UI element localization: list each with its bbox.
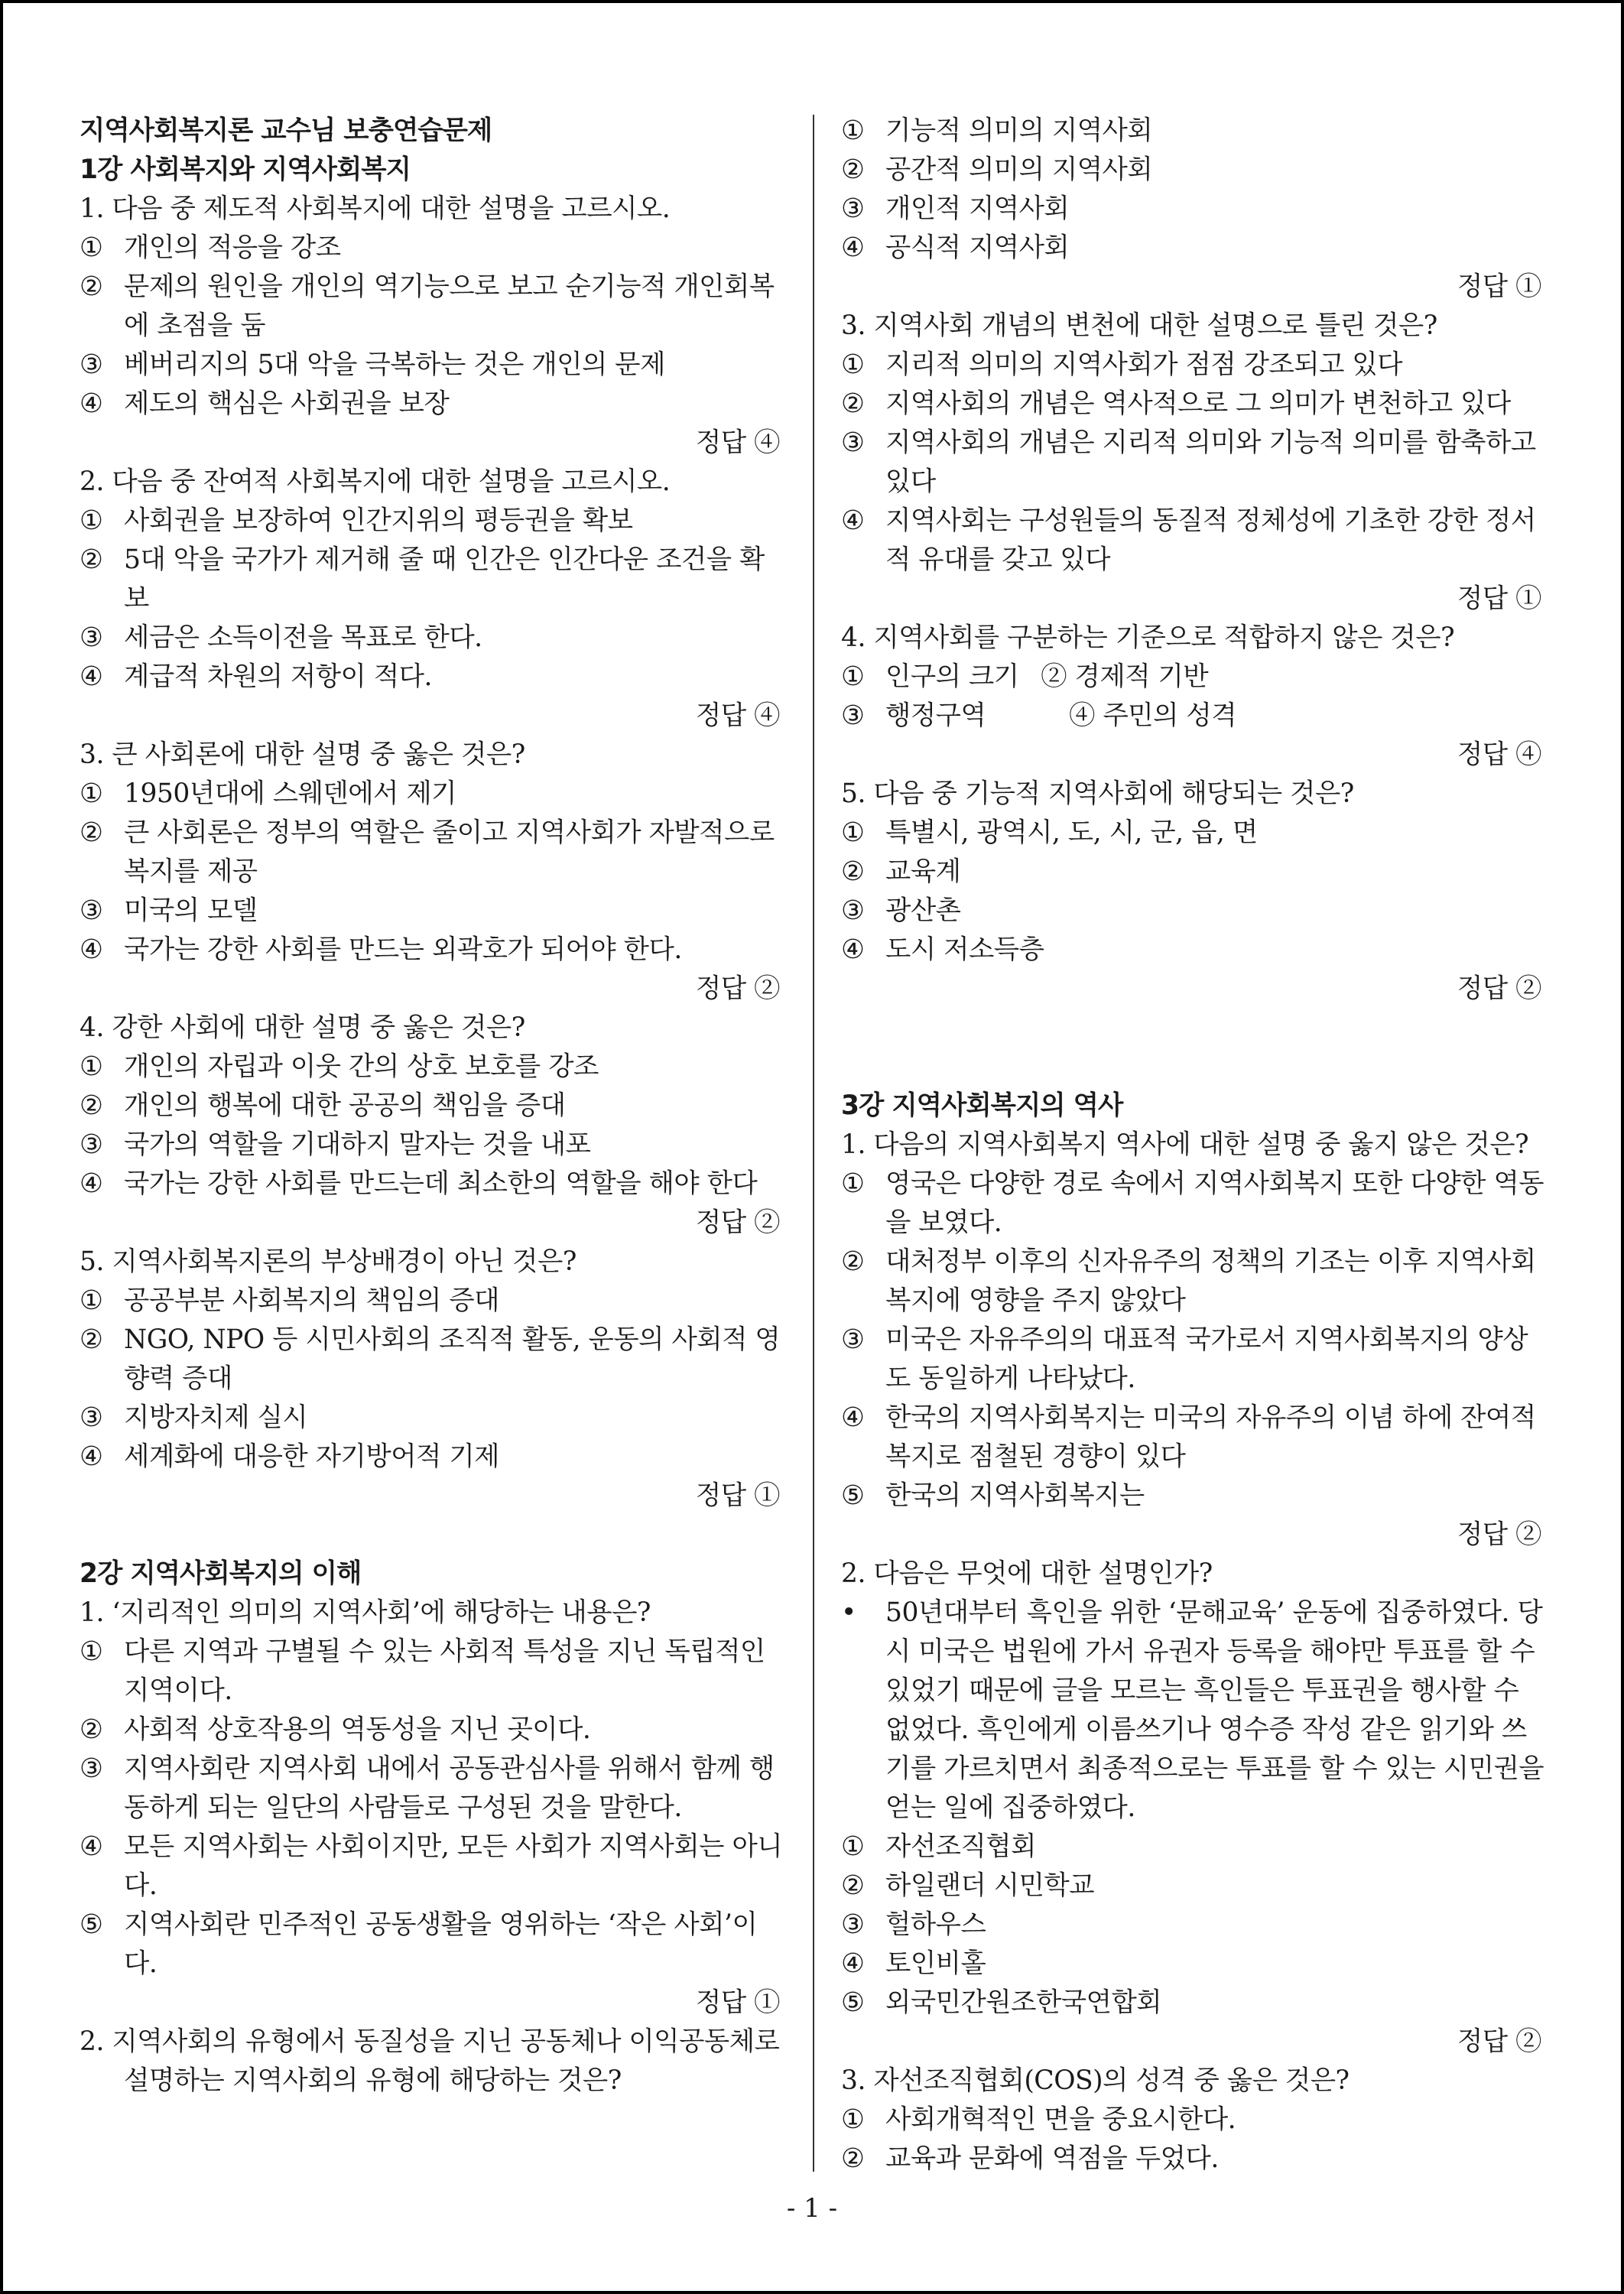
answer-label: 정답 ①	[1457, 271, 1541, 302]
question-text: 3. 자선조직협회(COS)의 성격 중 옳은 것은?	[841, 2065, 1350, 2096]
option: ③ 개인적 지역사회	[841, 193, 1070, 224]
answer-label: 정답 ②	[695, 973, 780, 1004]
option-row: ③ 행정구역 ④ 주민의 성격	[841, 697, 1544, 736]
option: ① 개인의 적응을 강조	[80, 232, 341, 263]
option: ⑤ 한국의 지역사회복지는	[841, 1480, 1145, 1511]
option: ③ 국가의 역할을 기대하지 말자는 것을 내포	[80, 1129, 591, 1160]
option: ② NGO, NPO 등 시민사회의 조직적 활동, 운동의 사회적 영향력 증대	[80, 1324, 781, 1394]
option: ① 기능적 의미의 지역사회	[841, 115, 1153, 146]
option: ② 개인의 행복에 대한 공공의 책임을 증대	[80, 1090, 566, 1121]
option-row: ① 인구의 크기 ② 경제적 기반	[841, 661, 1209, 692]
option: ② 사회적 상호작용의 역동성을 지닌 곳이다.	[80, 1714, 591, 1745]
option: ③ 지역사회의 개념은 지리적 의미와 기능적 의미를 함축하고 있다	[841, 427, 1536, 497]
option: ⑤ 외국민간원조한국연합회	[841, 1987, 1162, 2018]
option: 주민의 성격	[1103, 700, 1237, 731]
option: ④ 세계화에 대응한 자기방어적 기제	[80, 1441, 499, 1472]
option: ③ 베버리지의 5대 악을 극복하는 것은 개인의 문제	[80, 349, 665, 380]
option: ① 사회권을 보장하여 인간지위의 평등권을 확보	[80, 505, 633, 536]
question-text: 5. 지역사회복지론의 부상배경이 아닌 것은?	[80, 1246, 577, 1277]
question-text: 1. 다음의 지역사회복지 역사에 대한 설명 중 옳지 않은 것은?	[841, 1129, 1529, 1160]
option: ④ 국가는 강한 사회를 만드는데 최소한의 역할을 해야 한다	[80, 1168, 758, 1199]
option: ③ 헐하우스	[841, 1909, 986, 1940]
section-heading-3: 3강 지역사회복지의 역사	[841, 1090, 1123, 1121]
question-text: 2. 다음은 무엇에 대한 설명인가?	[841, 1558, 1213, 1589]
question-text: 2. 다음 중 잔여적 사회복지에 대한 설명을 고르시오.	[80, 466, 671, 497]
option: ③ 지역사회란 지역사회 내에서 공동관심사를 위해서 함께 행동하게 되는 일단의 사람들로 구성된 것을 말한다.	[80, 1753, 775, 1823]
option: ① 개인의 자립과 이웃 간의 상호 보호를 강조	[80, 1051, 599, 1082]
question-text: 5. 다음 중 기능적 지역사회에 해당되는 것은?	[841, 778, 1354, 809]
option: ④ 제도의 핵심은 사회권을 보장	[80, 388, 450, 419]
question-text: 1. ‘지리적인 의미의 지역사회’에 해당하는 내용은?	[80, 1597, 651, 1628]
option: ④ 국가는 강한 사회를 만드는 외곽호가 되어야 한다.	[80, 934, 682, 965]
option: ② 대처정부 이후의 신자유주의 정책의 기조는 이후 지역사회복지에 영향을 주지 않았다	[841, 1246, 1536, 1316]
question-text: 4. 강한 사회에 대한 설명 중 옳은 것은?	[80, 1012, 525, 1043]
question-text: 3. 지역사회 개념의 변천에 대한 설명으로 틀린 것은?	[841, 310, 1437, 341]
right-column	[841, 112, 1544, 2179]
option: ② 공간적 의미의 지역사회	[841, 154, 1153, 185]
option: ② 하일랜더 시민학교	[841, 1870, 1095, 1901]
option: ② 교육계	[841, 856, 961, 887]
question-text: 3. 큰 사회론에 대한 설명 중 옳은 것은?	[80, 739, 525, 770]
question-text: 4. 지역사회를 구분하는 기준으로 적합하지 않은 것은?	[841, 622, 1455, 653]
option: ④ 도시 저소득층	[841, 934, 1044, 965]
answer-label: 정답 ④	[695, 427, 780, 458]
option: ① 자선조직협회	[841, 1831, 1036, 1862]
answer-label: 정답 ②	[1457, 2026, 1541, 2057]
option: ⑤ 지역사회란 민주적인 공동생활을 영위하는 ‘작은 사회’이다.	[80, 1909, 758, 1979]
option: ④ 모든 지역사회는 사회이지만, 모든 사회가 지역사회는 아니다.	[80, 1831, 783, 1901]
option: 인구의 크기	[885, 661, 1019, 692]
option: ③ 지방자치제 실시	[80, 1402, 308, 1433]
question-text: 1. 다음 중 제도적 사회복지에 대한 설명을 고르시오.	[80, 193, 671, 224]
page-number: - 1 -	[786, 2193, 838, 2224]
answer-label: 정답 ②	[695, 1207, 780, 1238]
option: ② 문제의 원인을 개인의 역기능으로 보고 순기능적 개인회복에 초점을 둠	[80, 271, 775, 341]
option: ① 특별시, 광역시, 도, 시, 군, 읍, 면	[841, 817, 1258, 848]
answer-label: 정답 ①	[1457, 583, 1541, 614]
option: ③ 광산촌	[841, 895, 961, 926]
answer-label: 정답 ①	[695, 1480, 780, 1511]
answer-label: 정답 ④	[695, 700, 780, 731]
option: 경제적 기반	[1074, 661, 1209, 692]
answer-label: 정답 ②	[1457, 1519, 1541, 1550]
option: ① 지리적 의미의 지역사회가 점점 강조되고 있다	[841, 349, 1403, 380]
document-title: 지역사회복지론 교수님 보충연습문제	[80, 115, 492, 146]
option: ③ 미국은 자유주의의 대표적 국가로서 지역사회복지의 양상도 동일하게 나타났다.	[841, 1324, 1528, 1394]
option: ④ 계급적 차원의 저항이 적다.	[80, 661, 432, 692]
option: ③ 미국의 모델	[80, 895, 258, 926]
option: ② 큰 사회론은 정부의 역할은 줄이고 지역사회가 자발적으로 복지를 제공	[80, 817, 775, 887]
column-divider	[813, 115, 814, 2172]
option: ② 5대 악을 국가가 제거해 줄 때 인간은 인간다운 조건을 확보	[80, 544, 765, 614]
option: ③ 세금은 소득이전을 목표로 한다.	[80, 622, 482, 653]
option: ① 다른 지역과 구별될 수 있는 사회적 특성을 지닌 독립적인 지역이다.	[80, 1636, 765, 1706]
option: ② 지역사회의 개념은 역사적으로 그 의미가 변천하고 있다	[841, 388, 1511, 419]
answer-label: 정답 ④	[1457, 739, 1541, 770]
answer-label: 정답 ②	[1457, 973, 1541, 1004]
option: ④ 한국의 지역사회복지는 미국의 자유주의 이념 하에 잔여적복지로 점철된 경향이 있다	[841, 1402, 1536, 1472]
option: ② 교육과 문화에 역점을 두었다.	[841, 2143, 1219, 2174]
option: ① 1950년대에 스웨덴에서 제기	[80, 778, 457, 809]
question-text: 2. 지역사회의 유형에서 동질성을 지닌 공동체나 이익공동체로 설명하는 지역사회의 유형에 해당하는 것은?	[80, 2026, 780, 2096]
option: ④ 공식적 지역사회	[841, 232, 1070, 263]
option: ④ 지역사회는 구성원들의 동질적 정체성에 기초한 강한 정서적 유대를 갖고 있다	[841, 505, 1536, 575]
left-column	[80, 112, 783, 2101]
bullet-paragraph: • 50년대부터 흑인을 위한 ‘문해교육’ 운동에 집중하였다. 당시 미국은 법원에 가서 유권자 등록을 해야만 투표를 할 수 있었기 때문에 글을 모르는 흑인들은 투표권을 행사할 수 없었다. 흑인에게 이름쓰기나 영수증 작성 같은 읽기와 쓰기를 가르치면서 최종적으로는 투표를 할 수 있는 시민권을 얻는 일에 집중하였다.	[841, 1597, 1544, 1823]
option: ④ 토인비홀	[841, 1948, 986, 1979]
option: 행정구역	[885, 700, 986, 731]
option: ① 공공부분 사회복지의 책임의 증대	[80, 1285, 499, 1316]
option: ① 영국은 다양한 경로 속에서 지역사회복지 또한 다양한 역동을 보였다.	[841, 1168, 1544, 1238]
section-heading-2: 2강 지역사회복지의 이해	[80, 1558, 362, 1589]
option: ① 사회개혁적인 면을 중요시한다.	[841, 2104, 1236, 2135]
answer-label: 정답 ①	[695, 1987, 780, 2018]
section-heading-1: 1강 사회복지와 지역사회복지	[80, 154, 411, 185]
